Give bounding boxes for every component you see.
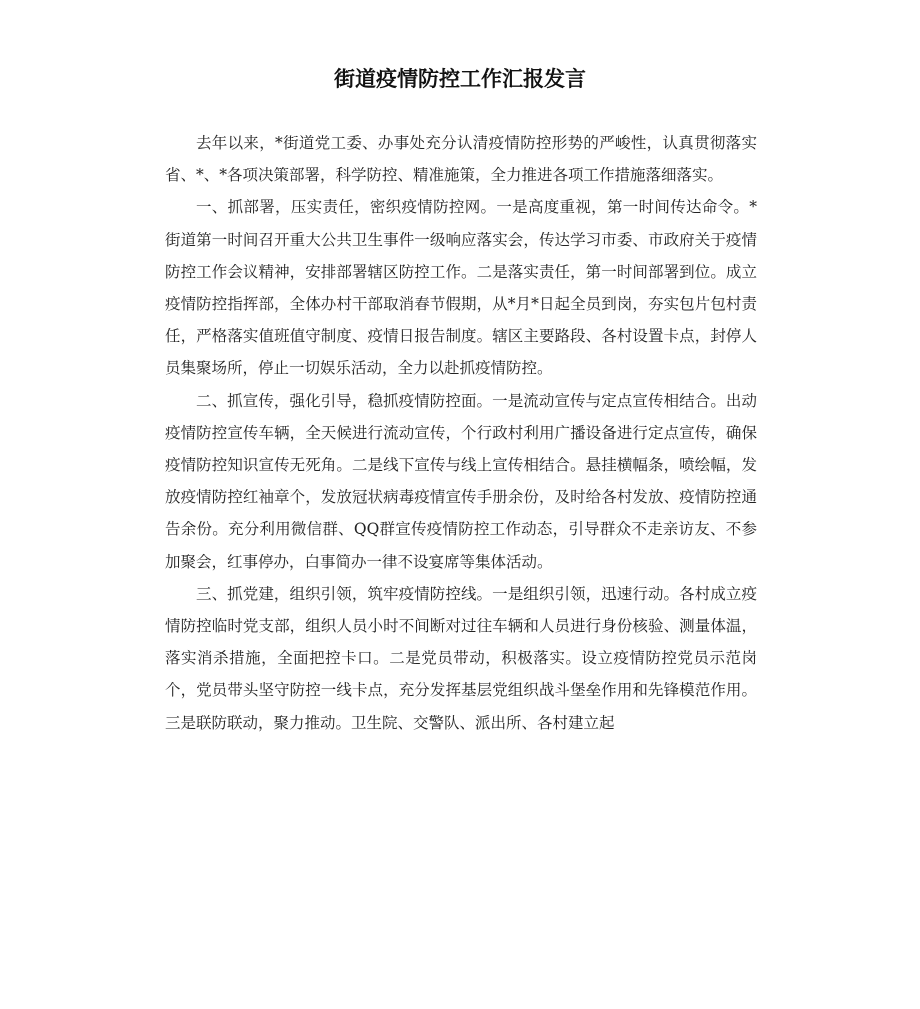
paragraph-publicity: 二、抓宣传，强化引导，稳抓疫情防控面。一是流动宣传与定点宣传相结合。出动疫情防控宣传车辆，全天候进行流动宣传，个行政村利用广播设备进行定点宣传，确保疫情防控知识宣传无死角。二是线下宣传与线上宣传相结合。悬挂横幅条，喷绘幅，发放疫情防控红袖章个，发放冠状病毒疫情宣传手册余份，及时给各村发放、疫情防控通告余份。充分利用微信群、QQ群宣传疫情防控工作动态，引导群众不走亲访友、不参加聚会，红事停办，白事简办一律不设宴席等集体活动。: [165, 391, 757, 571]
paragraph-intro: 去年以来，*街道党工委、办事处充分认清疫情防控形势的严峻性，认真贯彻落实省、*、*各项决策部署，科学防控、精准施策，全力推进各项工作措施落细落实。: [165, 134, 757, 185]
paragraph-party-building: 三、抓党建，组织引领，筑牢疫情防控线。一是组织引领，迅速行动。各村成立疫情防控临时党支部，组织人员小时不间断对过往车辆和人员进行身份核验、测量体温，落实消杀措施，全面把控卡口。二是党员带动，积极落实。设立疫情防控党员示范岗个，党员带头坚守防控一线卡点，充分发挥基层党组织战斗堡垒作用和先锋模范作用。三是联防联动，聚力推动。卫生院、交警队、派出所、各村建立起: [165, 584, 757, 732]
document-title: 街道疫情防控工作汇报发言: [334, 67, 586, 91]
document-body: [165, 127, 757, 739]
paragraph-deployment: 一、抓部署，压实责任，密织疫情防控网。一是高度重视，第一时间传达命令。*街道第一时间召开重大公共卫生事件一级响应落实会，传达学习市委、市政府关于疫情防控工作会议精神，安排部署辖区防控工作。二是落实责任，第一时间部署到位。成立疫情防控指挥部，全体办村干部取消春节假期，从*月*日起全员到岗，夯实包片包村责任，严格落实值班值守制度、疫情日报告制度。辖区主要路段、各村设置卡点，封停人员集聚场所，停止一切娱乐活动，全力以赴抓疫情防控。: [165, 198, 757, 378]
